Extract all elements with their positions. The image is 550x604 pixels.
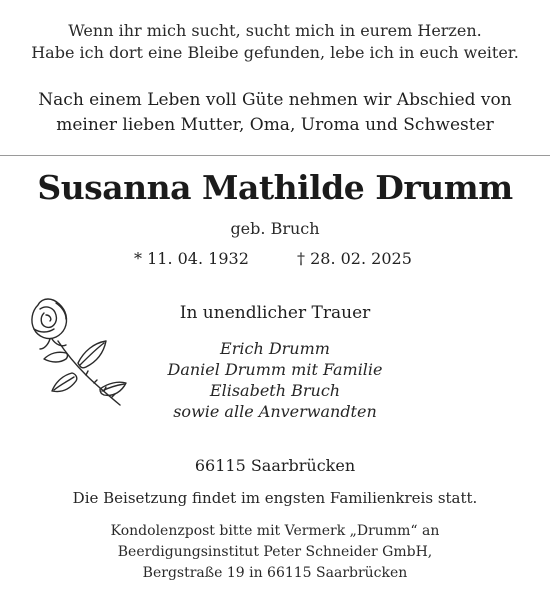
death-date: † 28. 02. 2025 <box>297 249 412 268</box>
contact-info <box>0 521 550 584</box>
contact-line: Kondolenzpost bitte mit Vermerk „Drumm“ an <box>110 523 440 539</box>
divider <box>0 155 550 156</box>
mourner: Elisabeth Bruch <box>209 381 341 400</box>
poem-line: Wenn ihr mich sucht, sucht mich in eurem Herzen. <box>68 21 482 40</box>
contact-line: Bergstraße 19 in 66115 Saarbrücken <box>142 565 408 581</box>
intro-line: Nach einem Leben voll Güte nehmen wir Abschied von <box>38 90 512 110</box>
birth-name: geb. Bruch <box>230 219 320 238</box>
poem <box>0 20 550 64</box>
mourning-heading: In unendlicher Trauer <box>179 303 371 323</box>
intro-text <box>0 88 550 138</box>
intro-line: meiner lieben Mutter, Oma, Uroma und Schwester <box>56 115 494 135</box>
funeral-note: Die Beisetzung findet im engsten Familienkreis statt. <box>72 489 478 507</box>
mourner: Daniel Drumm mit Familie <box>167 360 383 379</box>
mourner: sowie alle Anverwandten <box>173 402 377 421</box>
mourners-list <box>0 338 550 422</box>
poem-line: Habe ich dort eine Bleibe gefunden, lebe ich in euch weiter. <box>31 43 519 62</box>
deceased-name: Susanna Mathilde Drumm <box>37 168 513 207</box>
birth-date: * 11. 04. 1932 <box>134 249 249 268</box>
place: 66115 Saarbrücken <box>194 456 356 475</box>
mourner: Erich Drumm <box>220 339 330 358</box>
contact-line: Beerdigungsinstitut Peter Schneider GmbH, <box>117 544 433 560</box>
